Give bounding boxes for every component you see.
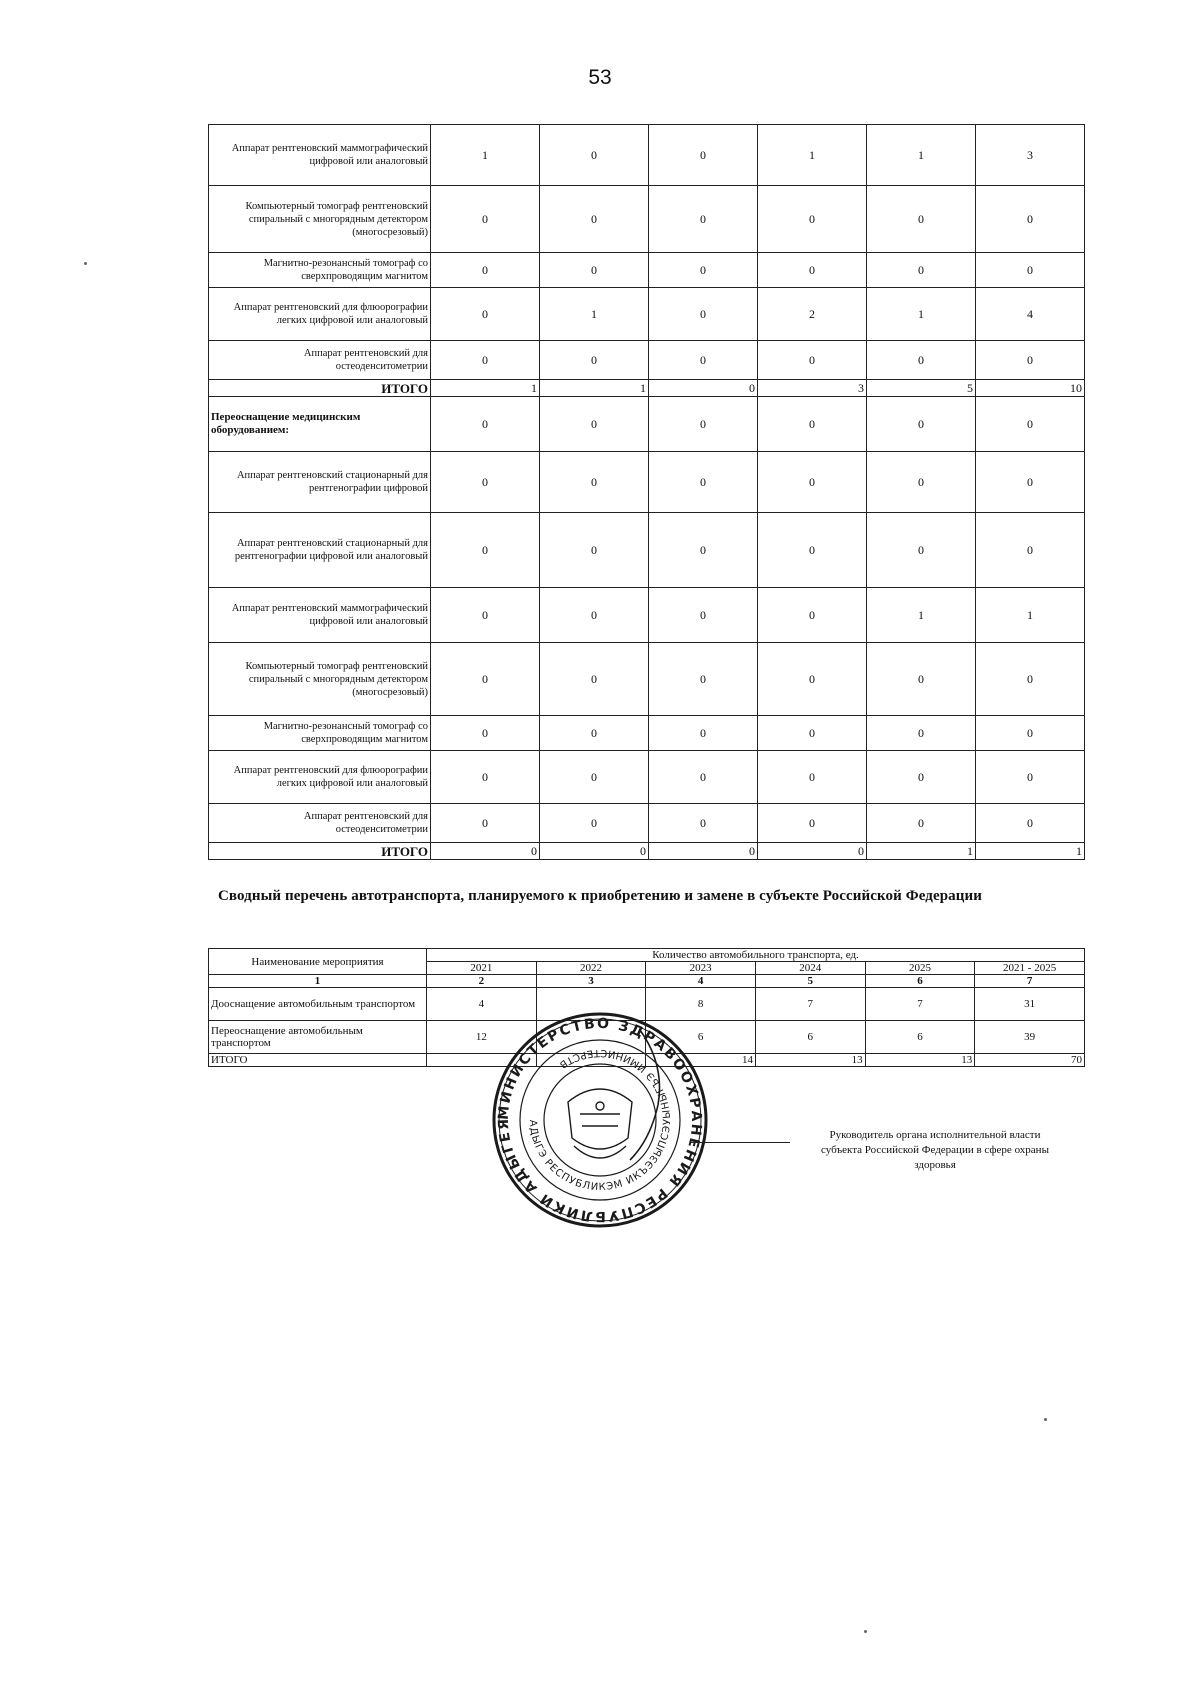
cell-value: 0 (649, 125, 758, 186)
cell-value: 0 (431, 643, 540, 716)
cell-value: 0 (431, 288, 540, 341)
row-name: Компьютерный томограф рентгеновский спиральный с многорядным детектором (многосрезовый) (209, 643, 431, 716)
total-value: 0 (649, 380, 758, 397)
total-value: 14 (646, 1054, 756, 1067)
cell-value: 1 (540, 288, 649, 341)
cell-value: 0 (540, 804, 649, 843)
cell-value: 0 (540, 751, 649, 804)
cell-value: 0 (976, 397, 1085, 452)
total-value: 13 (755, 1054, 865, 1067)
cell-value: 12 (427, 1021, 537, 1054)
column-number: 7 (975, 975, 1085, 988)
cell-value: 0 (540, 643, 649, 716)
row-name: Компьютерный томограф рентгеновский спиральный с многорядным детектором (многосрезовый) (209, 186, 431, 253)
cell-value: 0 (976, 341, 1085, 380)
cell-value: 0 (540, 186, 649, 253)
table-row (209, 643, 1085, 716)
row-name: Аппарат рентгеновский для флюорографии легких цифровой или аналоговый (209, 751, 431, 804)
cell-value: 0 (431, 341, 540, 380)
transport-name-header: Наименование мероприятия (209, 949, 427, 975)
cell-value: 1 (867, 588, 976, 643)
cell-value: 0 (867, 716, 976, 751)
cell-value: 0 (758, 643, 867, 716)
total-value: 1 (976, 843, 1085, 860)
equipment-table-body (209, 125, 1085, 860)
cell-value: 0 (649, 288, 758, 341)
cell-value: 0 (431, 716, 540, 751)
stamp-inner-text: АДЫГЭ РЕСПУБЛИКЭМ ИКЪЭЗЫПСЭУЫНЫГЪЭ ИМИНИСТЕРСТВ (526, 1046, 674, 1194)
cell-value: 0 (758, 588, 867, 643)
total-label: ИТОГО (209, 1054, 427, 1067)
table-row (209, 186, 1085, 253)
total-value: 1 (540, 380, 649, 397)
stamp-outer-text: МИНИСТЕРСТВО ЗДРАВООХРАНЕНИЯ РЕСПУБЛИКИ АДЫГЕЯ (495, 1015, 705, 1225)
cell-value: 0 (540, 253, 649, 288)
cell-value: 0 (976, 452, 1085, 513)
cell-value: 0 (758, 397, 867, 452)
coat-of-arms-icon (568, 1089, 632, 1158)
signature-line (690, 1142, 790, 1143)
year-header: 2021 (427, 962, 537, 975)
cell-value: 1 (867, 288, 976, 341)
transport-section-title: Сводный перечень автотранспорта, планируемого к приобретению и замене в субъекте Российской Федерации (217, 888, 983, 904)
cell-value: 7 (755, 988, 865, 1021)
cell-value: 0 (867, 513, 976, 588)
table-row (209, 751, 1085, 804)
row-name: Магнитно-резонансный томограф со сверхпроводящим магнитом (209, 253, 431, 288)
cell-value: 0 (758, 716, 867, 751)
total-value: 1 (431, 380, 540, 397)
signature-block (790, 1128, 1080, 1173)
row-name: Дооснащение автомобильным транспортом (209, 988, 427, 1021)
official-seal-stamp (490, 1010, 710, 1230)
cell-value: 0 (431, 452, 540, 513)
cell-value: 3 (976, 125, 1085, 186)
row-name: Аппарат рентгеновский маммографический цифровой или аналоговый (209, 125, 431, 186)
signature-line-3: здоровья (914, 1159, 956, 1171)
cell-value: 39 (975, 1021, 1085, 1054)
column-number-row (209, 975, 1085, 988)
cell-value: 0 (649, 513, 758, 588)
cell-value: 0 (867, 643, 976, 716)
cell-value: 0 (540, 716, 649, 751)
svg-text:АДЫГЭ РЕСПУБЛИКЭМ ИКЪЭЗЫПСЭУЫН (527, 1047, 673, 1193)
cell-value: 2 (758, 288, 867, 341)
signature-line-2: субъекта Российской Федерации в сфере охраны (821, 1144, 1049, 1156)
signature-line-1: Руководитель органа исполнительной власти (829, 1129, 1041, 1141)
cell-value: 0 (649, 804, 758, 843)
row-name: Аппарат рентгеновский стационарный для рентгенографии цифровой или аналоговый (209, 513, 431, 588)
row-name: Аппарат рентгеновский маммографический цифровой или аналоговый (209, 588, 431, 643)
cell-value: 0 (649, 397, 758, 452)
scan-speck (864, 1630, 867, 1633)
cell-value: 31 (975, 988, 1085, 1021)
total-row (209, 380, 1085, 397)
total-value: 0 (431, 843, 540, 860)
cell-value: 0 (431, 513, 540, 588)
table-row (209, 588, 1085, 643)
cell-value: 0 (867, 397, 976, 452)
column-number: 2 (427, 975, 537, 988)
cell-value: 0 (431, 253, 540, 288)
total-value: 0 (758, 843, 867, 860)
cell-value: 4 (976, 288, 1085, 341)
total-value: 13 (865, 1054, 975, 1067)
cell-value: 0 (649, 452, 758, 513)
cell-value: 0 (431, 804, 540, 843)
cell-value: 0 (540, 588, 649, 643)
year-header: 2023 (646, 962, 756, 975)
cell-value: 0 (976, 253, 1085, 288)
total-value: 1 (867, 843, 976, 860)
row-name: Аппарат рентгеновский стационарный для рентгенографии цифровой (209, 452, 431, 513)
cell-value: 0 (867, 751, 976, 804)
total-value: 0 (540, 843, 649, 860)
cell-value: 0 (649, 643, 758, 716)
cell-value: 0 (649, 716, 758, 751)
cell-value: 0 (976, 751, 1085, 804)
cell-value: 6 (646, 1021, 756, 1054)
year-header: 2025 (865, 962, 975, 975)
table-row (209, 513, 1085, 588)
cell-value: 0 (540, 513, 649, 588)
cell-value: 0 (649, 588, 758, 643)
cell-value: 6 (865, 1021, 975, 1054)
cell-value: 8 (646, 988, 756, 1021)
column-number: 4 (646, 975, 756, 988)
cell-value: 0 (540, 452, 649, 513)
cell-value: 1 (431, 125, 540, 186)
table-row (209, 125, 1085, 186)
cell-value: 0 (976, 513, 1085, 588)
cell-value: 1 (976, 588, 1085, 643)
total-value: 5 (867, 380, 976, 397)
cell-value: 0 (758, 513, 867, 588)
total-value: 70 (975, 1054, 1085, 1067)
cell-value: 0 (758, 186, 867, 253)
total-row (209, 843, 1085, 860)
table-row (209, 452, 1085, 513)
table-row (209, 288, 1085, 341)
cell-value: 0 (540, 125, 649, 186)
cell-value: 0 (758, 341, 867, 380)
row-name: Аппарат рентгеновский для остеоденситометрии (209, 804, 431, 843)
cell-value: 0 (649, 341, 758, 380)
row-name: Аппарат рентгеновский для флюорографии легких цифровой или аналоговый (209, 288, 431, 341)
cell-value: 0 (976, 186, 1085, 253)
cell-value: 0 (431, 186, 540, 253)
total-value: 0 (649, 843, 758, 860)
row-name: Магнитно-резонансный томограф со сверхпроводящим магнитом (209, 716, 431, 751)
transport-header-row (209, 949, 1085, 962)
cell-value: 1 (867, 125, 976, 186)
cell-value: 1 (758, 125, 867, 186)
cell-value: 0 (867, 253, 976, 288)
table-row (209, 253, 1085, 288)
scan-speck (1044, 1418, 1047, 1421)
cell-value: 0 (867, 452, 976, 513)
year-header: 2022 (536, 962, 646, 975)
column-number: 3 (536, 975, 646, 988)
cell-value: 0 (431, 397, 540, 452)
table-row (209, 341, 1085, 380)
section-row (209, 397, 1085, 452)
transport-group-header: Количество автомобильного транспорта, ед. (427, 949, 1085, 962)
scan-speck (84, 262, 87, 265)
cell-value: 0 (649, 751, 758, 804)
page-number: 53 (588, 66, 612, 89)
cell-value: 0 (867, 186, 976, 253)
table-row (209, 804, 1085, 843)
cell-value: 0 (758, 804, 867, 843)
cell-value: 0 (649, 186, 758, 253)
row-name: Аппарат рентгеновский для остеоденситометрии (209, 341, 431, 380)
year-header: 2021 - 2025 (975, 962, 1085, 975)
cell-value: 0 (867, 341, 976, 380)
total-value: 3 (758, 380, 867, 397)
cell-value: 0 (540, 341, 649, 380)
year-header: 2024 (755, 962, 865, 975)
cell-value: 0 (540, 397, 649, 452)
column-number: 5 (755, 975, 865, 988)
cell-value: 0 (976, 643, 1085, 716)
cell-value: 0 (976, 804, 1085, 843)
cell-value: 6 (755, 1021, 865, 1054)
cell-value: 0 (431, 588, 540, 643)
cell-value: 0 (976, 716, 1085, 751)
cell-value: 7 (865, 988, 975, 1021)
cell-value: 0 (758, 253, 867, 288)
cell-value: 0 (758, 751, 867, 804)
table-row (209, 716, 1085, 751)
column-number: 6 (865, 975, 975, 988)
cell-value: 0 (758, 452, 867, 513)
row-name: Переоснащение автомобильным транспортом (209, 1021, 427, 1054)
total-label: ИТОГО (209, 380, 431, 397)
total-label: ИТОГО (209, 843, 431, 860)
cell-value: 0 (431, 751, 540, 804)
cell-value: 0 (867, 804, 976, 843)
cell-value: 0 (649, 253, 758, 288)
row-name: Переоснащение медицинским оборудованием: (209, 397, 431, 452)
total-value: 10 (976, 380, 1085, 397)
equipment-table (208, 124, 1085, 860)
column-number: 1 (209, 975, 427, 988)
cell-value: 4 (427, 988, 537, 1021)
